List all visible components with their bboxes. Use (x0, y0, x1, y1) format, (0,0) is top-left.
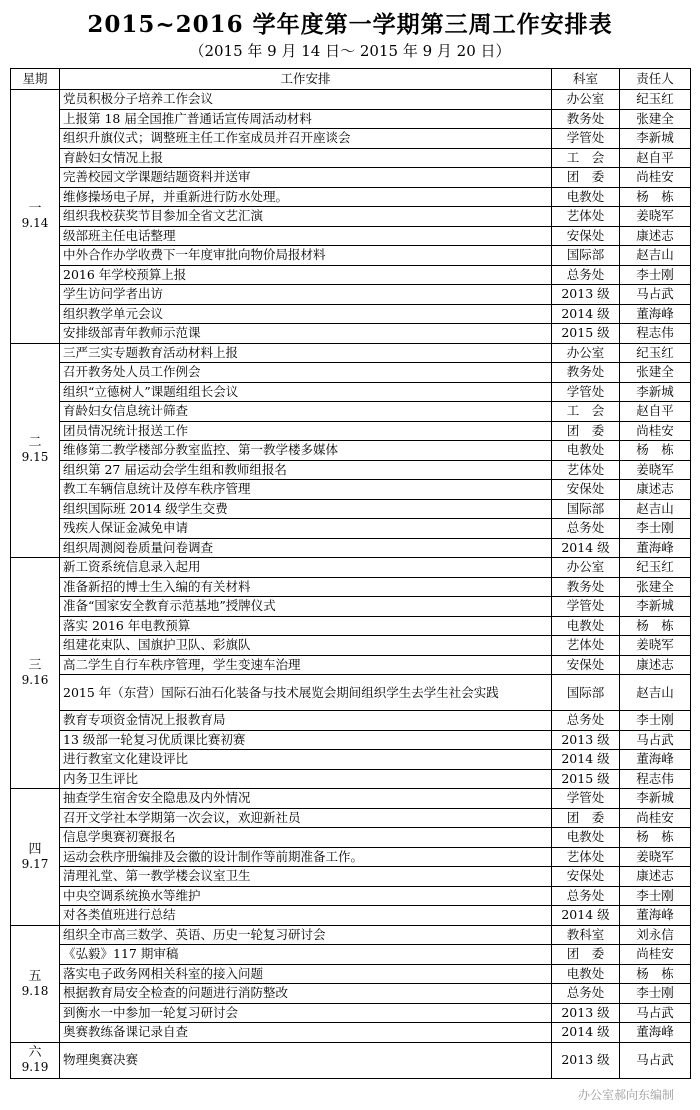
task-cell: 新工资系统信息录入起用 (60, 558, 552, 578)
dept-cell: 学管处 (552, 789, 620, 809)
day-date: 9.16 (21, 673, 49, 687)
table-row (11, 460, 691, 480)
dept-cell: 2015 级 (552, 324, 620, 344)
task-cell: 2015 年（东营）国际石油石化装备与技术展览会期间组织学生去学生社会实践 (60, 675, 552, 711)
dept-cell: 安保处 (552, 867, 620, 887)
person-cell: 李士刚 (620, 711, 691, 731)
dept-cell: 2014 级 (552, 750, 620, 770)
table-row (11, 675, 691, 711)
day-date: 9.17 (21, 856, 49, 871)
person-cell: 赵吉山 (620, 499, 691, 519)
table-row (11, 558, 691, 578)
person-cell: 康述志 (620, 480, 691, 500)
dept-cell: 学管处 (552, 129, 620, 149)
task-cell: 组织教学单元会议 (60, 304, 552, 324)
task-cell: 级部班主任电话整理 (60, 226, 552, 246)
table-row (11, 828, 691, 848)
task-cell: 三严三实专题教育活动材料上报 (60, 343, 552, 363)
task-cell: 组织我校获奖节目参加全省文艺汇演 (60, 207, 552, 227)
person-cell: 张建全 (620, 577, 691, 597)
task-cell: 奥赛教练备课记录自查 (60, 1023, 552, 1043)
person-cell: 董海峰 (620, 304, 691, 324)
task-cell: 召开教务处人员工作例会 (60, 363, 552, 383)
dept-cell: 教务处 (552, 363, 620, 383)
task-cell: 组织全市高三数学、英语、历史一轮复习研讨会 (60, 925, 552, 945)
person-cell: 李士刚 (620, 519, 691, 539)
task-cell: 安排级部青年教师示范课 (60, 324, 552, 344)
task-cell: 完善校园文学课题结题资料并送审 (60, 168, 552, 188)
person-cell: 杨 栋 (620, 828, 691, 848)
dept-cell: 国际部 (552, 675, 620, 711)
dept-cell: 总务处 (552, 984, 620, 1004)
task-cell: 进行教室文化建设评比 (60, 750, 552, 770)
task-cell: 维修第二教学楼部分教室监控、第一教学楼多媒体 (60, 441, 552, 461)
table-row (11, 363, 691, 383)
person-cell: 纪玉红 (620, 90, 691, 110)
dept-cell: 办公室 (552, 558, 620, 578)
task-cell: 组织周测阅卷质量问卷调查 (60, 538, 552, 558)
table-row (11, 285, 691, 305)
task-cell: 中外合作办学收费下一年度审批向物价局报材料 (60, 246, 552, 266)
table-row (11, 730, 691, 750)
day-date: 9.15 (21, 450, 49, 465)
day-date: 9.18 (21, 983, 49, 998)
dept-cell: 电教处 (552, 441, 620, 461)
dept-cell: 2014 级 (552, 304, 620, 324)
person-cell: 董海峰 (620, 750, 691, 770)
dept-cell: 2013 级 (552, 1003, 620, 1023)
person-cell: 李新城 (620, 597, 691, 617)
header-task: 工作安排 (60, 69, 552, 90)
day-cell (11, 90, 60, 344)
person-cell: 康述志 (620, 867, 691, 887)
task-cell: 残疾人保证金减免申请 (60, 519, 552, 539)
person-cell: 张建全 (620, 109, 691, 129)
person-cell: 杨 栋 (620, 616, 691, 636)
person-cell: 尚桂安 (620, 945, 691, 965)
dept-cell: 团 委 (552, 808, 620, 828)
table-row (11, 382, 691, 402)
person-cell: 姜晓军 (620, 460, 691, 480)
person-cell: 程志伟 (620, 324, 691, 344)
table-row (11, 246, 691, 266)
table-row (11, 324, 691, 344)
header-day: 星期 (11, 69, 60, 90)
table-header-row (11, 69, 691, 90)
task-cell: 教育专项资金情况上报教育局 (60, 711, 552, 731)
dept-cell: 国际部 (552, 246, 620, 266)
person-cell: 刘永信 (620, 925, 691, 945)
dept-cell: 安保处 (552, 480, 620, 500)
person-cell: 程志伟 (620, 769, 691, 789)
person-cell: 杨 栋 (620, 441, 691, 461)
day-name: 五 (28, 968, 42, 984)
person-cell: 李新城 (620, 789, 691, 809)
dept-cell: 2014 级 (552, 538, 620, 558)
task-cell: 学生访问学者出访 (60, 285, 552, 305)
person-cell: 康述志 (620, 655, 691, 675)
task-cell: 《弘毅》117 期审稿 (60, 945, 552, 965)
table-row (11, 597, 691, 617)
dept-cell: 安保处 (552, 226, 620, 246)
person-cell: 董海峰 (620, 906, 691, 926)
dept-cell: 电教处 (552, 828, 620, 848)
day-date: 9.14 (21, 216, 49, 231)
table-row (11, 636, 691, 656)
dept-cell: 教科室 (552, 925, 620, 945)
table-row (11, 480, 691, 500)
task-cell: 育龄妇女情况上报 (60, 148, 552, 168)
person-cell: 张建全 (620, 363, 691, 383)
person-cell: 李士刚 (620, 984, 691, 1004)
task-cell: 组织国际班 2014 级学生交费 (60, 499, 552, 519)
person-cell: 杨 栋 (620, 187, 691, 207)
task-cell: 内务卫生评比 (60, 769, 552, 789)
person-cell: 马占武 (620, 1042, 691, 1078)
dept-cell: 艺体处 (552, 847, 620, 867)
dept-cell: 团 委 (552, 168, 620, 188)
dept-cell: 总务处 (552, 711, 620, 731)
dept-cell: 教务处 (552, 577, 620, 597)
person-cell: 赵吉山 (620, 675, 691, 711)
table-row (11, 789, 691, 809)
page-title: 2015~2016 学年度第一学期第三周工作安排表 (87, 11, 613, 38)
table-row (11, 984, 691, 1004)
task-cell: 信息学奥赛初赛报名 (60, 828, 552, 848)
dept-cell: 电教处 (552, 187, 620, 207)
dept-cell: 办公室 (552, 90, 620, 110)
table-row (11, 711, 691, 731)
person-cell: 姜晓军 (620, 636, 691, 656)
dept-cell: 团 委 (552, 421, 620, 441)
dept-cell: 2013 级 (552, 1042, 620, 1078)
person-cell: 尚桂安 (620, 808, 691, 828)
table-row (11, 616, 691, 636)
table-row (11, 109, 691, 129)
person-cell: 纪玉红 (620, 343, 691, 363)
task-cell: 组织升旗仪式；调整班主任工作室成员并召开座谈会 (60, 129, 552, 149)
table-row (11, 577, 691, 597)
table-row (11, 421, 691, 441)
task-cell: 落实电子政务网相关科室的接入问题 (60, 964, 552, 984)
table-row (11, 769, 691, 789)
task-cell: 高二学生自行车秩序管理，学生变速车治理 (60, 655, 552, 675)
date-range-subtitle: （2015 年 9 月 14 日～ 2015 年 9 月 20 日） (189, 42, 511, 60)
person-cell: 姜晓军 (620, 207, 691, 227)
dept-cell: 艺体处 (552, 207, 620, 227)
dept-cell: 2013 级 (552, 285, 620, 305)
header-person: 责任人 (620, 69, 691, 90)
person-cell: 李士刚 (620, 886, 691, 906)
person-cell: 赵自平 (620, 148, 691, 168)
task-cell: 清理礼堂、第一教学楼会议室卫生 (60, 867, 552, 887)
table-row (11, 750, 691, 770)
task-cell: 抽查学生宿舍安全隐患及内外情况 (60, 789, 552, 809)
day-name: 三 (28, 658, 42, 673)
table-row (11, 168, 691, 188)
table-row (11, 945, 691, 965)
schedule-table (10, 68, 691, 1079)
task-cell: 13 级部一轮复习优质课比赛初赛 (60, 730, 552, 750)
schedule-body (11, 90, 691, 1079)
dept-cell: 学管处 (552, 382, 620, 402)
person-cell: 李新城 (620, 129, 691, 149)
table-row (11, 906, 691, 926)
dept-cell: 工 会 (552, 148, 620, 168)
table-row (11, 226, 691, 246)
person-cell: 董海峰 (620, 1023, 691, 1043)
task-cell: 上报第 18 届全国推广普通话宣传周活动材料 (60, 109, 552, 129)
table-row (11, 402, 691, 422)
table-row (11, 847, 691, 867)
dept-cell: 办公室 (552, 343, 620, 363)
task-cell: 组织“立德树人”课题组组长会议 (60, 382, 552, 402)
task-cell: 党员积极分子培养工作会议 (60, 90, 552, 110)
person-cell: 李士刚 (620, 265, 691, 285)
task-cell: 2016 年学校预算上报 (60, 265, 552, 285)
dept-cell: 学管处 (552, 597, 620, 617)
person-cell: 杨 栋 (620, 964, 691, 984)
task-cell: 育龄妇女信息统计筛查 (60, 402, 552, 422)
table-row (11, 441, 691, 461)
person-cell: 尚桂安 (620, 168, 691, 188)
table-row (11, 148, 691, 168)
day-name: 一 (28, 201, 42, 217)
task-cell: 物理奥赛决赛 (60, 1042, 552, 1078)
day-cell (11, 343, 60, 558)
task-cell: 对各类值班进行总结 (60, 906, 552, 926)
person-cell: 马占武 (620, 730, 691, 750)
day-name: 六 (28, 1045, 42, 1060)
day-cell (11, 1042, 60, 1078)
header-dept: 科室 (552, 69, 620, 90)
task-cell: 根据教育局安全检查的问题进行消防整改 (60, 984, 552, 1004)
table-row (11, 964, 691, 984)
dept-cell: 艺体处 (552, 460, 620, 480)
person-cell: 赵自平 (620, 402, 691, 422)
dept-cell: 教务处 (552, 109, 620, 129)
person-cell: 纪玉红 (620, 558, 691, 578)
table-row (11, 867, 691, 887)
person-cell: 李新城 (620, 382, 691, 402)
table-row (11, 187, 691, 207)
table-row (11, 538, 691, 558)
table-row (11, 808, 691, 828)
dept-cell: 团 委 (552, 945, 620, 965)
dept-cell: 安保处 (552, 655, 620, 675)
task-cell: 落实 2016 年电教预算 (60, 616, 552, 636)
dept-cell: 总务处 (552, 519, 620, 539)
table-row (11, 90, 691, 110)
task-cell: 运动会秩序册编排及会徽的设计制作等前期准备工作。 (60, 847, 552, 867)
table-row (11, 499, 691, 519)
person-cell: 董海峰 (620, 538, 691, 558)
table-row (11, 655, 691, 675)
person-cell: 康述志 (620, 226, 691, 246)
table-row (11, 519, 691, 539)
task-cell: 教工车辆信息统计及停车秩序管理 (60, 480, 552, 500)
dept-cell: 电教处 (552, 964, 620, 984)
task-cell: 中央空调系统换水等维护 (60, 886, 552, 906)
dept-cell: 工 会 (552, 402, 620, 422)
day-cell (11, 789, 60, 926)
person-cell: 姜晓军 (620, 847, 691, 867)
task-cell: 组织第 27 届运动会学生组和教师组报名 (60, 460, 552, 480)
day-cell (11, 925, 60, 1042)
table-row (11, 304, 691, 324)
task-cell: 组建花束队、国旗护卫队、彩旗队 (60, 636, 552, 656)
table-row (11, 343, 691, 363)
table-row (11, 1023, 691, 1043)
dept-cell: 2014 级 (552, 1023, 620, 1043)
table-row (11, 1003, 691, 1023)
task-cell: 维修操场电子屏，并重新进行防水处理。 (60, 187, 552, 207)
person-cell: 马占武 (620, 1003, 691, 1023)
table-row (11, 886, 691, 906)
footer-credit: 办公室郝向东编制 (577, 1088, 674, 1102)
dept-cell: 2014 级 (552, 906, 620, 926)
dept-cell: 总务处 (552, 886, 620, 906)
dept-cell: 艺体处 (552, 636, 620, 656)
dept-cell: 2015 级 (552, 769, 620, 789)
day-name: 四 (28, 841, 42, 857)
table-row (11, 265, 691, 285)
table-row (11, 925, 691, 945)
dept-cell: 国际部 (552, 499, 620, 519)
table-row (11, 1042, 691, 1078)
day-name: 二 (28, 435, 42, 451)
day-cell (11, 558, 60, 789)
task-cell: 团员情况统计报送工作 (60, 421, 552, 441)
person-cell: 赵吉山 (620, 246, 691, 266)
task-cell: 准备“国家安全教育示范基地”授牌仪式 (60, 597, 552, 617)
dept-cell: 总务处 (552, 265, 620, 285)
task-cell: 到衡水一中参加一轮复习研讨会 (60, 1003, 552, 1023)
person-cell: 尚桂安 (620, 421, 691, 441)
day-date: 9.19 (21, 1060, 49, 1074)
dept-cell: 电教处 (552, 616, 620, 636)
dept-cell: 2013 级 (552, 730, 620, 750)
table-row (11, 207, 691, 227)
table-row (11, 129, 691, 149)
task-cell: 召开文学社本学期第一次会议，欢迎新社员 (60, 808, 552, 828)
person-cell: 马占武 (620, 285, 691, 305)
task-cell: 准备新招的博士生入编的有关材料 (60, 577, 552, 597)
